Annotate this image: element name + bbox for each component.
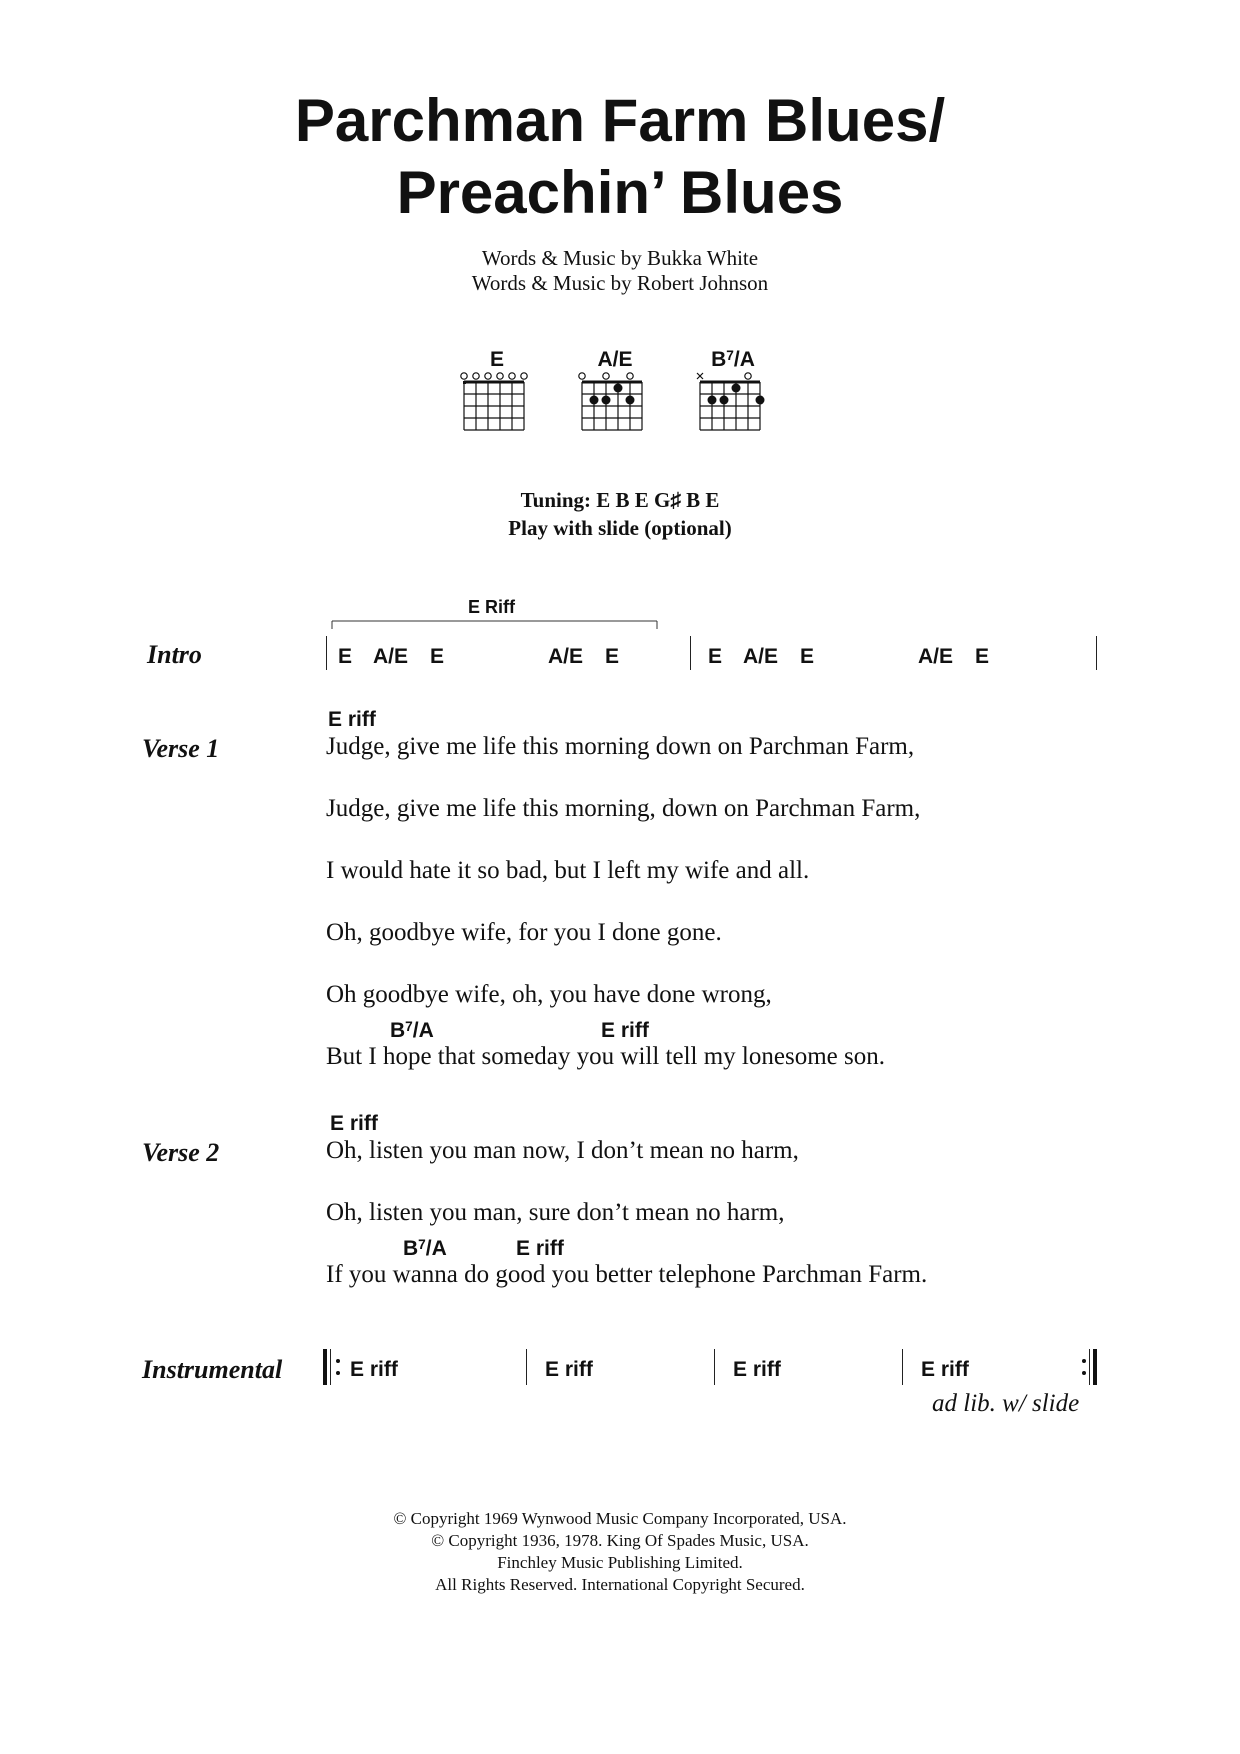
verse1-chord-line6-a: $B^7/A$ [390, 1018, 434, 1042]
copyright-line-4: All Rights Reserved. International Copyright Secured. [435, 1575, 805, 1594]
instrumental-note: ad lib. w/ slide [932, 1390, 1080, 1417]
instrumental-barline [526, 1349, 527, 1385]
credit-line-2: Words & Music by Robert Johnson [471, 271, 769, 295]
chord-diagram-b7-over-a [697, 373, 765, 430]
repeat-start-dot [336, 1359, 340, 1363]
verse2-chord-line3-a: $B^7/A$ [403, 1236, 447, 1260]
intro-barline-3 [1096, 636, 1097, 670]
instrumental-bar-chord: E riff [921, 1358, 969, 1381]
intro-chord: A/E [743, 645, 779, 668]
section-label-verse-1: Verse 1 [142, 734, 220, 763]
verse1-lyric-line: Judge, give me life this morning, down on Parchman Farm, [326, 795, 921, 822]
intro-chord: E [708, 645, 723, 668]
section-label-verse-2: Verse 2 [142, 1138, 220, 1167]
repeat-start-thick-bar [323, 1349, 327, 1385]
verse1-chord-line6-b: E riff [601, 1019, 649, 1042]
verse1-lyric-line: I would hate it so bad, but I left my wife and all. [326, 857, 810, 884]
intro-chord: E [605, 645, 620, 668]
intro-riff-bracket [330, 618, 660, 630]
intro-chord: E [338, 645, 353, 668]
instrumental-bar-chord: E riff [545, 1358, 593, 1381]
verse2-chord-line1: E riff [330, 1112, 378, 1135]
intro-riff-label: E Riff [468, 597, 515, 617]
intro-chord: A/E [373, 645, 409, 668]
intro-chord: A/E [918, 645, 954, 668]
chord-diagrams-graphic [455, 372, 795, 434]
chord-diagram-name-e: E [489, 348, 504, 371]
chord-diagram-e [461, 373, 527, 430]
verse1-lyric-line: Oh, goodbye wife, for you I done gone. [326, 919, 722, 946]
slide-note: Play with slide (optional) [508, 516, 732, 540]
intro-chord: E [975, 645, 990, 668]
verse2-lyric-line: Oh, listen you man now, I don’t mean no harm, [326, 1137, 799, 1164]
song-title-line-2: Preachin’ Blues [396, 159, 844, 226]
section-label-intro: Intro [147, 640, 202, 669]
copyright-line-2: © Copyright 1936, 1978. King Of Spades Music, USA. [431, 1531, 809, 1550]
verse1-lyric-line: But I hope that someday you will tell my lonesome son. [326, 1043, 885, 1070]
repeat-start-thin-bar [330, 1349, 331, 1385]
verse1-chord-line1: E riff [328, 708, 376, 731]
verse2-chord-line3-b: E riff [516, 1237, 564, 1260]
intro-barline-1 [326, 636, 327, 670]
intro-barline-2 [690, 636, 691, 670]
copyright-line-1: © Copyright 1969 Wynwood Music Company Incorporated, USA. [393, 1509, 847, 1528]
verse2-lyric-line: If you wanna do good you better telephone Parchman Farm. [326, 1261, 928, 1288]
repeat-start-dot [336, 1371, 340, 1375]
repeat-end-thin-bar [1089, 1349, 1090, 1385]
repeat-end-dot [1082, 1371, 1086, 1375]
intro-chord: E [800, 645, 815, 668]
chord-diagram-name-a-over-e: A/E [597, 348, 633, 371]
repeat-end-thick-bar [1093, 1349, 1097, 1385]
credit-line-1: Words & Music by Bukka White [481, 246, 759, 270]
verse1-lyric-line: Judge, give me life this morning down on Parchman Farm, [326, 733, 915, 760]
chord-diagram-name-b7-over-a: $B^7/A$ [711, 347, 755, 371]
instrumental-bar-chord: E riff [733, 1358, 781, 1381]
copyright-line-3: Finchley Music Publishing Limited. [497, 1553, 743, 1572]
section-label-instrumental: Instrumental [142, 1355, 283, 1384]
repeat-end-dot [1082, 1359, 1086, 1363]
intro-chord: E [430, 645, 445, 668]
tuning-text: Tuning: E B E G♯ B E [520, 488, 720, 512]
chord-diagram-a-over-e [579, 373, 642, 430]
verse2-lyric-line: Oh, listen you man, sure don’t mean no harm, [326, 1199, 785, 1226]
verse1-lyric-line: Oh goodbye wife, oh, you have done wrong, [326, 981, 772, 1008]
song-title-line-1: Parchman Farm Blues/ [294, 87, 946, 154]
intro-chord: A/E [548, 645, 584, 668]
instrumental-bar-chord: E riff [350, 1358, 398, 1381]
instrumental-barline [714, 1349, 715, 1385]
instrumental-barline [902, 1349, 903, 1385]
